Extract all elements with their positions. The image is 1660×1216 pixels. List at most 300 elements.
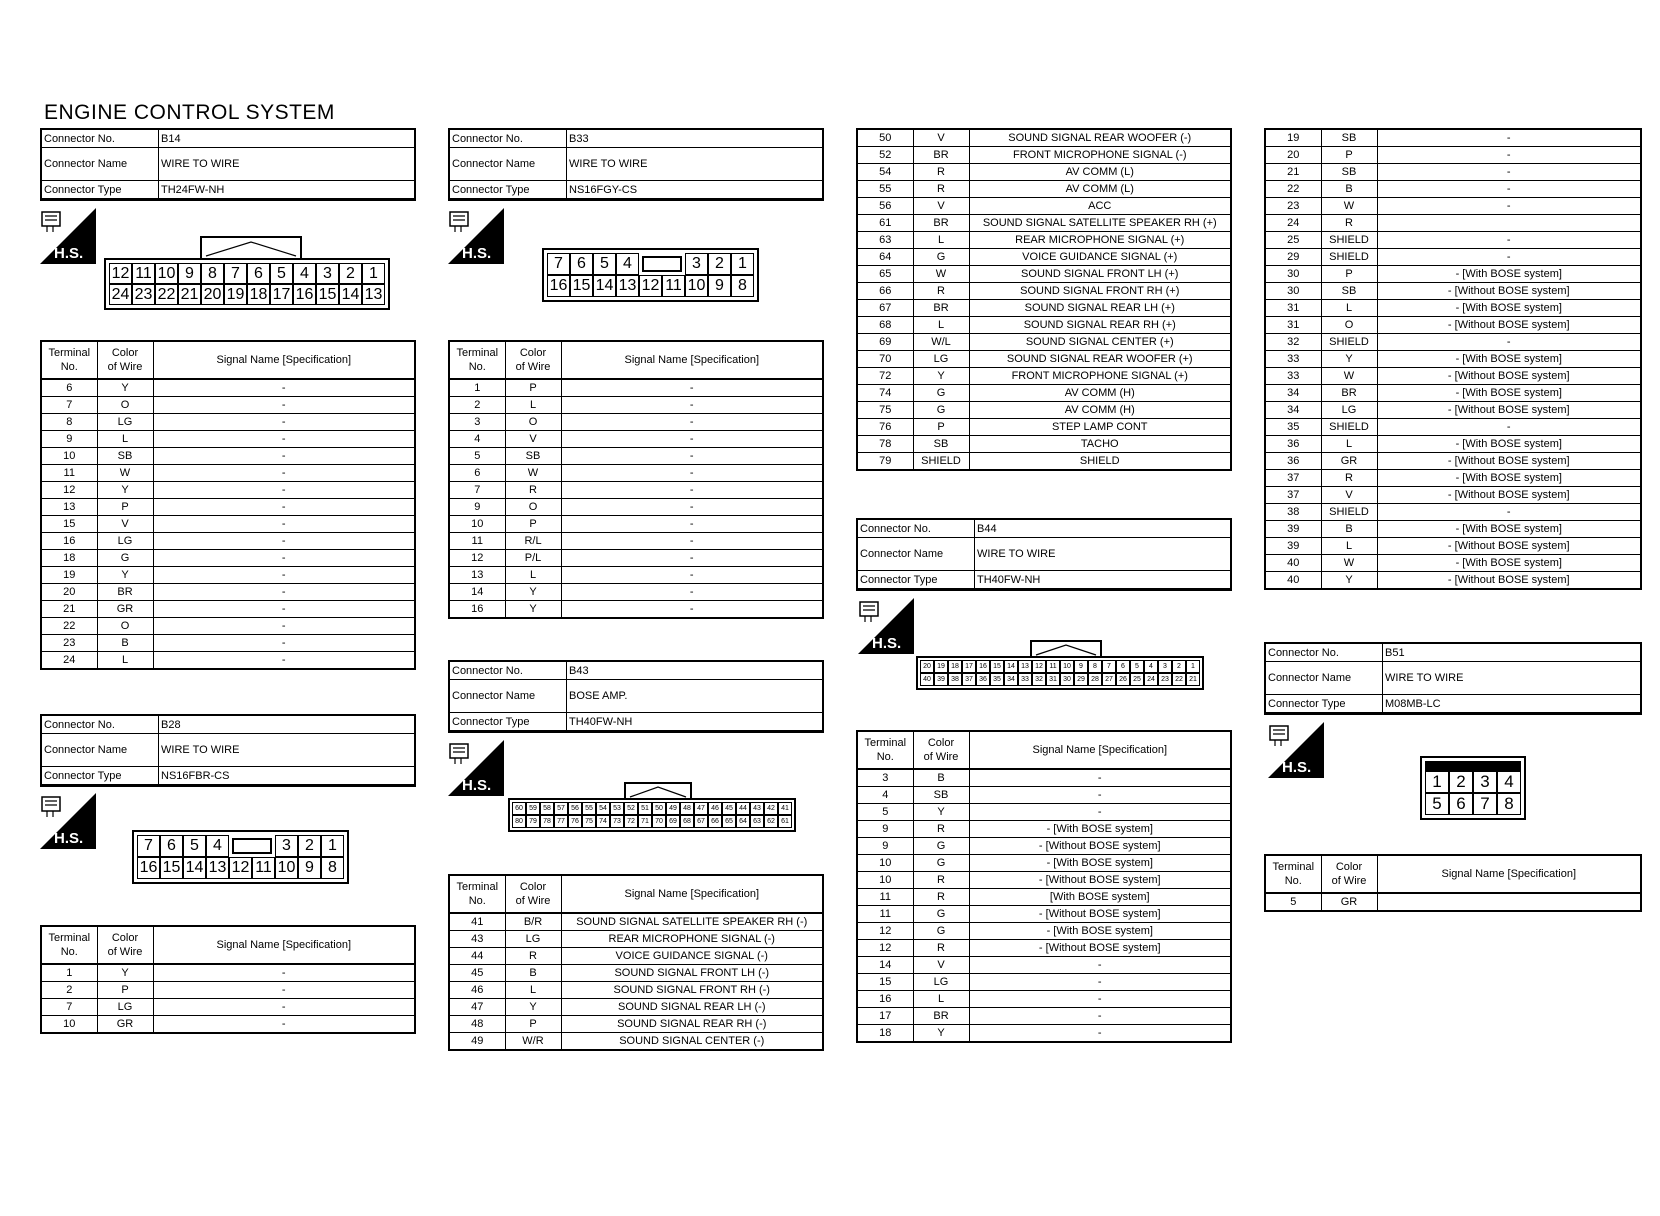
hs-label: H.S. — [54, 830, 84, 847]
wire-color: LG — [97, 999, 153, 1016]
table-row — [449, 999, 823, 1016]
signal-name: - — [153, 584, 415, 601]
signal-name: - — [561, 431, 823, 448]
connector-pin: 14 — [593, 275, 616, 297]
connector-pin: 3 — [1473, 771, 1497, 793]
connector-pin: 7 — [137, 835, 160, 857]
wire-color: O — [97, 397, 153, 414]
table-row — [857, 317, 1231, 334]
table-row — [857, 906, 1231, 923]
table-row — [857, 300, 1231, 317]
terminal-no: 72 — [857, 368, 913, 385]
wire-color: G — [913, 855, 969, 872]
signal-name — [1377, 893, 1641, 911]
terminal-no: 18 — [857, 1025, 913, 1043]
terminal-no: 9 — [857, 821, 913, 838]
terminal-no: 10 — [41, 1016, 97, 1034]
terminal-no: 9 — [41, 431, 97, 448]
label: Connector No. — [449, 129, 567, 148]
wire-color: SHIELD — [1321, 232, 1377, 249]
connector-pin: 21 — [178, 284, 201, 305]
connector-pin: 44 — [736, 802, 750, 815]
connector-b44-terminal-table-1 — [856, 730, 1232, 1043]
connector-pin: 11 — [252, 857, 275, 879]
connector-pin-row — [920, 673, 1200, 686]
wire-color: GR — [97, 1016, 153, 1034]
table-row — [41, 584, 415, 601]
table-row — [857, 957, 1231, 974]
table-row — [1265, 181, 1641, 198]
label: of Wire — [515, 895, 551, 907]
wire-color: B — [97, 635, 153, 652]
connector-pin: 9 — [708, 275, 731, 297]
table-row — [1265, 334, 1641, 351]
terminal-no: 17 — [857, 1008, 913, 1025]
terminal-no: 19 — [1265, 129, 1321, 147]
table-row — [857, 838, 1231, 855]
table-row — [1265, 521, 1641, 538]
table-row — [857, 385, 1231, 402]
connector-pin: 50 — [652, 802, 666, 815]
label: Connector Name — [449, 680, 567, 713]
signal-name: AV COMM (H) — [969, 402, 1231, 419]
connector-pin-row — [137, 835, 344, 857]
terminal-no: 36 — [1265, 453, 1321, 470]
connector-pin: 10 — [685, 275, 708, 297]
wire-color: L — [505, 982, 561, 999]
signal-name: - [With BOSE system] — [1377, 555, 1641, 572]
table-row — [449, 931, 823, 948]
connector-pin: 14 — [339, 284, 362, 305]
signal-name: ACC — [969, 198, 1231, 215]
connector-pin: 56 — [568, 802, 582, 815]
connector-pin: 7 — [1473, 793, 1497, 815]
connector-pin: 63 — [750, 815, 764, 828]
wire-color: P — [1321, 266, 1377, 283]
label: Connector Type — [449, 181, 567, 200]
connector-pin-row — [547, 253, 754, 275]
connector-pin: 55 — [582, 802, 596, 815]
connector-pin: 34 — [1004, 673, 1018, 686]
harness-side-icon — [40, 208, 96, 264]
signal-name: - — [969, 1008, 1231, 1025]
wire-color: L — [913, 232, 969, 249]
terminal-no: 10 — [41, 448, 97, 465]
table-row — [857, 923, 1231, 940]
terminal-no: 16 — [449, 601, 505, 619]
connector-type: M08MB-LC — [1383, 695, 1642, 714]
terminal-no: 1 — [449, 379, 505, 397]
connector-pin: 16 — [293, 284, 316, 305]
connector-pin: 8 — [731, 275, 754, 297]
table-row — [857, 787, 1231, 804]
signal-name: - — [153, 999, 415, 1016]
wire-color: O — [505, 499, 561, 516]
signal-name: - — [153, 465, 415, 482]
terminal-no: 63 — [857, 232, 913, 249]
connector-b28-face — [132, 830, 349, 884]
terminal-no: 34 — [1265, 385, 1321, 402]
signal-name: - — [153, 414, 415, 431]
label: Connector Type — [1265, 695, 1383, 714]
terminal-no: 37 — [1265, 470, 1321, 487]
table-row — [41, 397, 415, 414]
connector-pin: 7 — [1102, 660, 1116, 673]
signal-name: - [With BOSE system] — [1377, 385, 1641, 402]
signal-name: - [Without BOSE system] — [969, 906, 1231, 923]
table-row — [1265, 147, 1641, 164]
terminal-no: 6 — [41, 379, 97, 397]
hs-label: H.S. — [54, 245, 84, 262]
label: Connector Name — [1265, 662, 1383, 695]
connector-name: WIRE TO WIRE — [1383, 662, 1642, 695]
label: Signal Name [Specification] — [153, 341, 415, 379]
label: of Wire — [515, 361, 551, 373]
wire-color: B/R — [505, 913, 561, 931]
connector-pin: 76 — [568, 815, 582, 828]
terminal-no: 37 — [1265, 487, 1321, 504]
connector-pin: 5 — [270, 263, 293, 284]
connector-b33-header — [448, 128, 824, 201]
signal-name: FRONT MICROPHONE SIGNAL (-) — [969, 147, 1231, 164]
connector-pin: 73 — [610, 815, 624, 828]
connector-type: TH24FW-NH — [159, 181, 416, 200]
wire-color: W — [913, 266, 969, 283]
terminal-no: 22 — [1265, 181, 1321, 198]
wire-color: V — [1321, 487, 1377, 504]
table-row — [449, 414, 823, 431]
table-row — [449, 1016, 823, 1033]
connector-pin: 8 — [1497, 793, 1521, 815]
connector-pin-row — [547, 275, 754, 297]
wire-color: SB — [913, 436, 969, 453]
connector-pin: 27 — [1102, 673, 1116, 686]
signal-name: - [Without BOSE system] — [1377, 402, 1641, 419]
signal-name: [With BOSE system] — [969, 889, 1231, 906]
label: of Wire — [107, 361, 143, 373]
signal-name: - — [153, 448, 415, 465]
terminal-no: 55 — [857, 181, 913, 198]
table-row — [1265, 317, 1641, 334]
connector-pin: 9 — [298, 857, 321, 879]
wire-color: SB — [1321, 283, 1377, 300]
wire-color: L — [1321, 436, 1377, 453]
label: No. — [1284, 875, 1302, 887]
signal-name: SOUND SIGNAL FRONT LH (-) — [561, 965, 823, 982]
signal-name: - — [561, 482, 823, 499]
signal-name: VOICE GUIDANCE SIGNAL (+) — [969, 249, 1231, 266]
terminal-no: 12 — [449, 550, 505, 567]
signal-name: REAR MICROPHONE SIGNAL (-) — [561, 931, 823, 948]
label: No. — [60, 946, 78, 958]
terminal-no: 11 — [449, 533, 505, 550]
signal-name: - — [1377, 181, 1641, 198]
connector-pin: 4 — [293, 263, 316, 284]
wire-color: L — [1321, 538, 1377, 555]
signal-name: - — [153, 652, 415, 670]
signal-name: - [With BOSE system] — [1377, 470, 1641, 487]
connector-pin: 26 — [1116, 673, 1130, 686]
signal-name: - — [969, 787, 1231, 804]
connector-no: B14 — [159, 129, 416, 148]
connector-pin: 7 — [224, 263, 247, 284]
connector-type: TH40FW-NH — [975, 571, 1232, 590]
terminal-no: 1 — [41, 964, 97, 982]
connector-key-slot — [639, 253, 685, 275]
connector-pin: 23 — [1158, 673, 1172, 686]
connector-pin: 5 — [1130, 660, 1144, 673]
connector-b14-header — [40, 128, 416, 201]
connector-name: WIRE TO WIRE — [159, 734, 416, 767]
wire-color: Y — [97, 567, 153, 584]
connector-pin: 1 — [1186, 660, 1200, 673]
label: Terminal — [456, 347, 499, 359]
terminal-no: 40 — [1265, 555, 1321, 572]
table-row — [449, 1033, 823, 1051]
connector-pin: 6 — [160, 835, 183, 857]
table-row — [41, 499, 415, 516]
wire-color: P — [505, 1016, 561, 1033]
wire-color: G — [97, 550, 153, 567]
signal-name: - — [561, 550, 823, 567]
table-row — [857, 872, 1231, 889]
signal-name: - — [561, 584, 823, 601]
table-row — [857, 821, 1231, 838]
label: No. — [876, 751, 894, 763]
wire-color: SB — [505, 448, 561, 465]
table-row — [857, 1025, 1231, 1043]
wire-color: BR — [913, 1008, 969, 1025]
wire-color: W/R — [505, 1033, 561, 1051]
signal-name: - — [1377, 164, 1641, 181]
table-row — [857, 232, 1231, 249]
signal-name: - — [153, 482, 415, 499]
table-row — [41, 982, 415, 999]
wire-color: SB — [913, 787, 969, 804]
terminal-no: 3 — [857, 769, 913, 787]
wire-color: R — [505, 482, 561, 499]
terminal-no: 7 — [449, 482, 505, 499]
connector-pin: 14 — [1004, 660, 1018, 673]
table-row — [857, 991, 1231, 1008]
connector-pin: 13 — [206, 857, 229, 879]
terminal-no: 24 — [41, 652, 97, 670]
connector-b28-terminal-table — [40, 925, 416, 1034]
wire-color: Y — [1321, 351, 1377, 368]
terminal-no: 67 — [857, 300, 913, 317]
harness-side-icon — [40, 793, 96, 849]
table-row — [857, 940, 1231, 957]
wire-color: O — [505, 414, 561, 431]
connector-pin: 8 — [1088, 660, 1102, 673]
terminal-no: 39 — [1265, 538, 1321, 555]
connector-pin: 6 — [570, 253, 593, 275]
table-row — [1265, 538, 1641, 555]
table-row — [449, 982, 823, 999]
terminal-no: 16 — [857, 991, 913, 1008]
wire-color: Y — [1321, 572, 1377, 590]
terminal-no: 54 — [857, 164, 913, 181]
wire-color: O — [97, 618, 153, 635]
connector-pin: 15 — [570, 275, 593, 297]
table-row — [449, 533, 823, 550]
terminal-no: 15 — [857, 974, 913, 991]
connector-pin: 39 — [934, 673, 948, 686]
connector-pin: 9 — [1074, 660, 1088, 673]
table-row — [41, 465, 415, 482]
label: Signal Name [Specification] — [969, 731, 1231, 769]
terminal-no: 11 — [41, 465, 97, 482]
table-row — [857, 164, 1231, 181]
signal-name: FRONT MICROPHONE SIGNAL (+) — [969, 368, 1231, 385]
hs-label: H.S. — [462, 245, 492, 262]
terminal-no: 78 — [857, 436, 913, 453]
label: Signal Name [Specification] — [561, 875, 823, 913]
wire-color: SB — [97, 448, 153, 465]
signal-name: AV COMM (L) — [969, 181, 1231, 198]
terminal-no: 47 — [449, 999, 505, 1016]
connector-pin-row — [1425, 793, 1521, 815]
terminal-no: 10 — [449, 516, 505, 533]
wire-color: B — [913, 769, 969, 787]
connector-latch — [200, 236, 302, 260]
connector-pin: 11 — [662, 275, 685, 297]
wire-color: GR — [97, 601, 153, 618]
connector-pin: 41 — [778, 802, 792, 815]
wire-color: R — [913, 872, 969, 889]
terminal-no: 7 — [41, 397, 97, 414]
table-row — [1265, 470, 1641, 487]
signal-name: - — [561, 379, 823, 397]
table-row — [41, 618, 415, 635]
connector-pin: 11 — [132, 263, 155, 284]
connector-pin: 72 — [624, 815, 638, 828]
connector-pin: 22 — [1172, 673, 1186, 686]
connector-pin-row — [1425, 771, 1521, 793]
connector-pin: 12 — [1032, 660, 1046, 673]
label: Connector Type — [449, 713, 567, 732]
label: Connector Name — [41, 148, 159, 181]
wire-color: V — [913, 957, 969, 974]
table-row — [449, 965, 823, 982]
wire-color: W — [1321, 198, 1377, 215]
wire-color: L — [97, 652, 153, 670]
wire-color: SHIELD — [913, 453, 969, 471]
signal-name: - — [561, 516, 823, 533]
connector-pin-row — [137, 857, 344, 879]
connector-b33-face — [542, 248, 759, 302]
signal-name: - — [1377, 129, 1641, 147]
wire-color: L — [1321, 300, 1377, 317]
terminal-no: 76 — [857, 419, 913, 436]
connector-pin: 60 — [512, 802, 526, 815]
connector-pin: 8 — [321, 857, 344, 879]
connector-pin: 22 — [155, 284, 178, 305]
connector-pin: 8 — [201, 263, 224, 284]
signal-name: - — [153, 618, 415, 635]
table-row — [1265, 232, 1641, 249]
table-row — [449, 397, 823, 414]
connector-pin: 16 — [976, 660, 990, 673]
wire-color: P — [97, 499, 153, 516]
signal-name: - — [1377, 232, 1641, 249]
terminal-no: 12 — [857, 923, 913, 940]
table-row — [41, 533, 415, 550]
terminal-no: 31 — [1265, 317, 1321, 334]
terminal-no: 31 — [1265, 300, 1321, 317]
label: Color — [111, 932, 139, 944]
wire-color: V — [505, 431, 561, 448]
table-row — [1265, 487, 1641, 504]
connector-pin: 71 — [638, 815, 652, 828]
connector-no: B51 — [1383, 643, 1642, 662]
connector-pin: 62 — [764, 815, 778, 828]
label: Terminal — [456, 881, 499, 893]
connector-pin: 74 — [596, 815, 610, 828]
wire-color: Y — [505, 584, 561, 601]
connector-pin: 5 — [593, 253, 616, 275]
terminal-no: 49 — [449, 1033, 505, 1051]
connector-pin: 20 — [201, 284, 224, 305]
connector-type: NS16FBR-CS — [159, 767, 416, 786]
terminal-no: 12 — [857, 940, 913, 957]
signal-name: - [With BOSE system] — [1377, 351, 1641, 368]
wire-color: SB — [1321, 164, 1377, 181]
connector-pin: 4 — [1497, 771, 1521, 793]
signal-name: - [With BOSE system] — [1377, 436, 1641, 453]
terminal-no: 32 — [1265, 334, 1321, 351]
connector-name: WIRE TO WIRE — [159, 148, 416, 181]
terminal-no: 15 — [41, 516, 97, 533]
connector-pin: 21 — [1186, 673, 1200, 686]
wire-color: BR — [97, 584, 153, 601]
label: Color — [1335, 861, 1363, 873]
wire-color: Y — [505, 999, 561, 1016]
terminal-no: 11 — [857, 889, 913, 906]
table-row — [41, 414, 415, 431]
table-row — [449, 448, 823, 465]
connector-pin: 6 — [247, 263, 270, 284]
signal-name: TACHO — [969, 436, 1231, 453]
label: Connector Name — [41, 734, 159, 767]
table-row — [857, 147, 1231, 164]
wire-color: V — [913, 198, 969, 215]
table-row — [449, 482, 823, 499]
signal-name: SOUND SIGNAL REAR WOOFER (-) — [969, 129, 1231, 147]
signal-name: - [With BOSE system] — [969, 821, 1231, 838]
signal-name: SOUND SIGNAL REAR WOOFER (+) — [969, 351, 1231, 368]
signal-name: SOUND SIGNAL REAR RH (+) — [969, 317, 1231, 334]
signal-name: - — [153, 431, 415, 448]
connector-pin: 16 — [547, 275, 570, 297]
table-row — [857, 351, 1231, 368]
connector-type: TH40FW-NH — [567, 713, 824, 732]
table-row — [1265, 453, 1641, 470]
connector-pin: 14 — [183, 857, 206, 879]
connector-pin: 20 — [920, 660, 934, 673]
connector-pin: 42 — [764, 802, 778, 815]
label: Terminal — [48, 932, 91, 944]
connector-b28-header — [40, 714, 416, 787]
signal-name: - — [561, 465, 823, 482]
terminal-no: 75 — [857, 402, 913, 419]
wire-color: O — [1321, 317, 1377, 334]
wire-color: LG — [505, 931, 561, 948]
connector-b14-face — [104, 258, 390, 310]
signal-name: - [Without BOSE system] — [969, 872, 1231, 889]
label: Connector Name — [857, 538, 975, 571]
table-row — [857, 249, 1231, 266]
